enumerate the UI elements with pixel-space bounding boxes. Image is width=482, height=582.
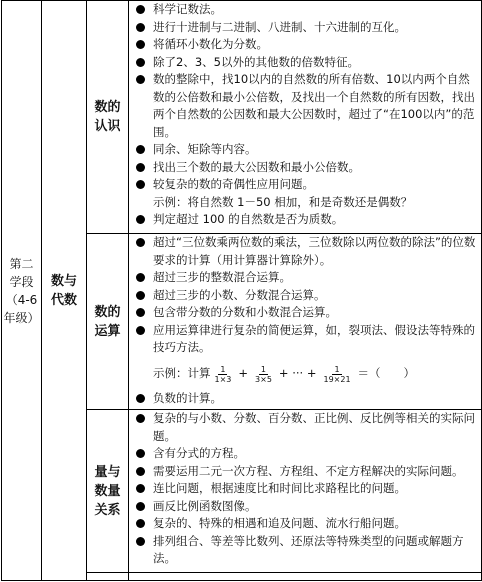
list-item: 除了2、3、5以外的其他数的倍数特征。 bbox=[133, 54, 479, 72]
section-row-number-recognition bbox=[2, 1, 482, 234]
bullet-icon bbox=[136, 502, 145, 511]
bullet-icon bbox=[136, 75, 145, 84]
fraction-1: $\frac{1}{1\times 3}$ bbox=[214, 364, 232, 384]
bullet-icon bbox=[136, 308, 145, 317]
domain-cell bbox=[42, 1, 87, 581]
subdomain-title-2: 运算 bbox=[94, 323, 121, 339]
list-item: 连比问题，根据速度比和时间比求路程比的问题。 bbox=[133, 480, 479, 498]
list-item: 需要运用二元一次方程、方程组、不定方程解决的实际问题。 bbox=[133, 463, 479, 481]
list-item: 数的整除中，找10以内的自然数的所有倍数、10以内两个自然数的公倍数和最小公倍数，及找出一个自然数的所有因数，找出两个自然数的公因数和最大公因数时，超过了“在100以内”的范围。 bbox=[133, 71, 479, 141]
bullet-icon bbox=[136, 484, 145, 493]
curriculum-table bbox=[1, 0, 482, 581]
content-cell bbox=[129, 1, 482, 234]
list-item: 将循环小数化为分数。 bbox=[133, 36, 479, 54]
list-item: 超过“三位数乘两位数的乘法，三位数除以两位数的除法”的位数要求的计算（用计算器计算除外）。 bbox=[133, 234, 479, 269]
bullet-icon bbox=[136, 238, 145, 247]
bullet-icon bbox=[136, 449, 145, 458]
bullet-icon bbox=[136, 23, 145, 32]
subdomain-title-1: 数的 bbox=[94, 100, 121, 115]
list-item: 超过三步的小数、分数混合运算。 bbox=[133, 287, 479, 305]
list-item: 应用运算律进行复杂的简便运算，如，裂项法、假设法等特殊的技巧方法。 bbox=[133, 322, 479, 357]
equals-blank: ＝（ ） bbox=[357, 366, 416, 381]
bullet-icon bbox=[136, 40, 145, 49]
bullet-icon bbox=[136, 145, 145, 154]
bullet-icon bbox=[136, 326, 145, 335]
list-item: 复杂的与小数、分数、百分数、正比例、反比例等相关的实际问题。 bbox=[133, 410, 479, 445]
bullet-icon bbox=[136, 215, 145, 224]
subdomain-cell bbox=[87, 410, 129, 573]
list-item: 进行十进制与二进制、八进制、十六进制的互化。 bbox=[133, 19, 479, 37]
bullet-icon bbox=[136, 414, 145, 423]
bullet-icon bbox=[136, 5, 145, 14]
example-text: 示例：将自然数 1－50 相加，和是奇数还是偶数？ bbox=[153, 194, 413, 209]
list-item: 找出三个数的最大公因数和最小公倍数。 bbox=[133, 159, 479, 177]
list-item: 科学记数法。 bbox=[133, 1, 479, 19]
domain-label-1: 数与 bbox=[50, 273, 77, 289]
list-item: 较复杂的数的奇偶性应用问题。 bbox=[133, 176, 479, 194]
ellipsis-sum: + ··· + bbox=[278, 366, 317, 381]
list-item: 排列组合、等差等比数列、还原法等特殊类型的问题或解题方法。 bbox=[133, 533, 479, 568]
bullet-icon bbox=[136, 180, 145, 189]
bullet-icon bbox=[136, 537, 145, 546]
stage-label-2: 学段 bbox=[9, 274, 34, 289]
trailing-cell bbox=[129, 573, 482, 581]
fraction-3: $\frac{1}{19\times 21}$ bbox=[323, 364, 351, 384]
list-item: 包含带分数的分数和小数混合运算。 bbox=[133, 304, 479, 322]
bullet-icon bbox=[136, 467, 145, 476]
stage-cell bbox=[2, 1, 42, 581]
list-item: 同余、矩除等内容。 bbox=[133, 141, 479, 159]
domain-label-2: 代数 bbox=[50, 292, 77, 308]
list-item: 超过三步的整数混合运算。 bbox=[133, 269, 479, 287]
bullet-icon bbox=[136, 273, 145, 282]
subdomain-title-1: 量与 bbox=[94, 464, 121, 480]
subdomain-cell bbox=[87, 1, 129, 234]
bullet-icon bbox=[136, 58, 145, 67]
bullet-icon bbox=[136, 394, 145, 403]
content-cell bbox=[129, 234, 482, 410]
fraction-2: $\frac{1}{3\times 5}$ bbox=[255, 364, 272, 384]
subdomain-title-2: 数量 bbox=[94, 483, 121, 499]
subdomain-title-2: 认识 bbox=[94, 119, 121, 134]
list-item: 判定超过 100 的自然数是否为质数。 bbox=[133, 211, 479, 229]
bullet-icon bbox=[136, 291, 145, 300]
formula-prefix: 示例：计算 bbox=[153, 366, 211, 381]
list-item: 画反比例函数图像。 bbox=[133, 498, 479, 516]
list-item: 含有分式的方程。 bbox=[133, 445, 479, 463]
content-cell bbox=[129, 410, 482, 573]
stage-label-3: （4-6 bbox=[5, 292, 38, 307]
subdomain-cell bbox=[87, 234, 129, 410]
formula-example bbox=[133, 365, 479, 384]
list-item: 负数的计算。 bbox=[133, 390, 479, 408]
subdomain-title-1: 数的 bbox=[94, 304, 121, 320]
stage-label-1: 第二 bbox=[9, 256, 34, 271]
subdomain-title-3: 关系 bbox=[94, 502, 121, 518]
trailing-cell bbox=[87, 573, 129, 581]
list-item: 复杂的、特殊的相遇和追及问题、流水行船问题。 bbox=[133, 515, 479, 533]
bullet-icon bbox=[136, 163, 145, 172]
bullet-icon bbox=[136, 519, 145, 528]
plus-sign: + bbox=[238, 366, 249, 381]
stage-label-4: 年级） bbox=[3, 310, 40, 325]
